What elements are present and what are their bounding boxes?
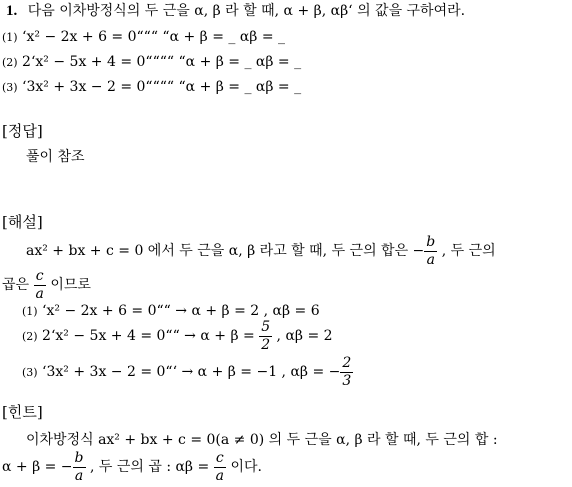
hint-heading: [힌트]	[2, 403, 43, 421]
item-text: ‘x² − 2x + 6 = 0“““ “α + β = _ αβ = _	[22, 29, 286, 45]
item-label: (1)	[2, 31, 18, 44]
problem-item-1	[2, 28, 285, 47]
explanation-text: 이므로	[45, 277, 91, 293]
explanation-heading: [해설]	[2, 213, 43, 231]
item-text: ‘3x² + 3x − 2 = 0““““ “α + β = _ αβ = _	[22, 79, 302, 95]
hint-line-2	[2, 448, 262, 486]
problem-line	[6, 2, 465, 20]
item-text: ‘3x² + 3x − 2 = 0“‘ → α + β = −1 , αβ = −	[42, 364, 341, 380]
explanation-item-2	[22, 316, 333, 357]
explanation-line-2	[2, 266, 91, 304]
problem-item-2	[2, 53, 301, 72]
answer-text: 풀이 참조	[26, 149, 85, 165]
fraction-2-over-3: $\frac{2}{3}$	[342, 354, 352, 389]
hint-text: , 두 근의 곱 : αβ =	[85, 459, 214, 475]
explanation-text: ax² + bx + c = 0 에서 두 근을 α, β 라고 할 때, 두 근의 합은 −	[26, 243, 425, 259]
explanation-text: 곱은	[2, 277, 30, 293]
item-label: (3)	[2, 81, 18, 94]
item-label: (3)	[22, 366, 38, 379]
problem-text: 다음 이차방정식의 두 근을 α, β 라 할 때, α + β, αβ‘ 의 값을 구하여라.	[27, 3, 466, 19]
hint-text: α + β = −	[2, 459, 73, 475]
problem-item-3	[2, 78, 301, 97]
fraction-b-over-a: $\frac{b}{a}$	[426, 233, 436, 268]
item-text: 2‘x² − 5x + 4 = 0““ → α + β =	[42, 328, 260, 344]
item-label: (2)	[2, 56, 18, 69]
item-text: , αβ = 2	[272, 328, 333, 344]
fraction-c-over-a: $\frac{c}{a}$	[215, 449, 225, 484]
explanation-text: , 두 근의	[437, 243, 496, 259]
explanation-line-1	[26, 232, 496, 270]
item-label: (1)	[22, 305, 38, 318]
item-text: 2‘x² − 5x + 4 = 0““““ “α + β = _ αβ = _	[22, 54, 302, 70]
fraction-b-over-a: $\frac{b}{a}$	[74, 449, 84, 484]
answer-heading: [정답]	[2, 122, 43, 140]
problem-number: 1.	[6, 3, 18, 19]
item-text: ‘x² − 2x + 6 = 0““ → α + β = 2 , αβ = 6	[42, 303, 320, 319]
fraction-5-over-2: $\frac{5}{2}$	[261, 318, 271, 353]
hint-line-1: 이차방정식 ax² + bx + c = 0(a ≠ 0) 의 두 근을 α, β 라 할 때, 두 근의 합 :	[26, 432, 498, 448]
fraction-c-over-a: $\frac{c}{a}$	[35, 267, 44, 302]
explanation-item-3	[22, 352, 353, 393]
item-label: (2)	[22, 330, 38, 343]
hint-text: 이다.	[226, 459, 262, 475]
